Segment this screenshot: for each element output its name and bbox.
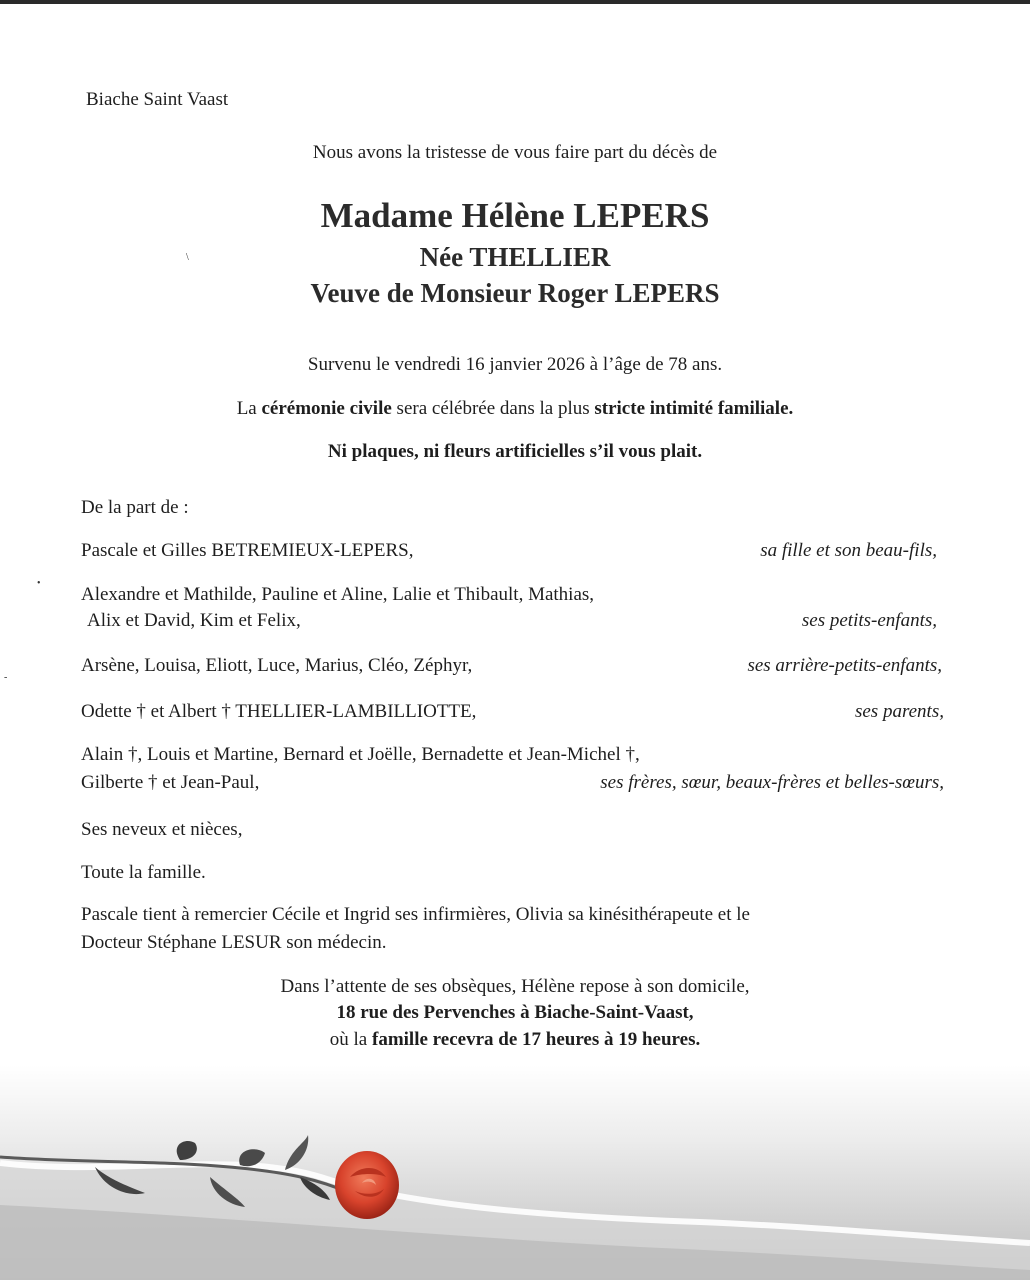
rose-beach-image — [0, 1065, 1030, 1280]
family-names: Pascale et Gilles BETREMIEUX-LEPERS, — [81, 540, 414, 561]
top-border — [0, 0, 1030, 4]
visitation-line-1: Dans l’attente de ses obsèques, Hélène repose à son domicile, — [280, 976, 750, 997]
family-relation: ses petits-enfants, — [801, 610, 937, 631]
family-relation: ses frères, sœur, beaux-frères et belles-sœurs, — [600, 772, 944, 793]
widow-line: Veuve de Monsieur Roger LEPERS — [310, 278, 720, 308]
nephews-line: Ses neveux et nièces, — [81, 819, 243, 840]
flowers-notice: Ni plaques, ni fleurs artificielles s’il vous plait. — [327, 441, 703, 462]
family-names: Gilberte † et Jean-Paul, — [81, 772, 260, 793]
family-relation: ses arrière-petits-enfants, — [747, 655, 942, 676]
scan-mark: • — [37, 578, 41, 589]
intro-text: Nous avons la tristesse de vous faire part du décès de — [312, 142, 718, 163]
ceremony-line: La cérémonie civile sera célébrée dans la plus stricte intimité familiale. — [236, 398, 794, 419]
visitation-hours: où la famille recevra de 17 heures à 19 heures. — [329, 1029, 701, 1050]
scan-mark: - — [4, 672, 8, 683]
place-name: Biache Saint Vaast — [86, 89, 229, 110]
visitation-address: 18 rue des Pervenches à Biache-Saint-Vaast, — [336, 1002, 694, 1023]
thanks-line-1: Pascale tient à remercier Cécile et Ingrid ses infirmières, Olivia sa kinésithérapeute et le — [81, 904, 750, 925]
family-names: Odette † et Albert † THELLIER-LAMBILLIOTTE, — [81, 701, 477, 722]
thanks-line-2: Docteur Stéphane LESUR son médecin. — [81, 932, 387, 953]
death-date-line: Survenu le vendredi 16 janvier 2026 à l’âge de 78 ans. — [307, 354, 723, 375]
family-names: Alix et David, Kim et Felix, — [87, 610, 301, 631]
all-family-line: Toute la famille. — [81, 862, 206, 883]
family-names: Alexandre et Mathilde, Pauline et Aline, Lalie et Thibault, Mathias, — [81, 584, 595, 605]
family-names: Arsène, Louisa, Eliott, Luce, Marius, Cléo, Zéphyr, — [81, 655, 473, 676]
from-intro: De la part de : — [81, 497, 189, 518]
scan-mark: \ — [186, 252, 189, 263]
deceased-name: Madame Hélène LEPERS — [320, 196, 710, 235]
family-names: Alain †, Louis et Martine, Bernard et Joëlle, Bernadette et Jean-Michel †, — [81, 744, 640, 765]
birth-name: Née THELLIER — [419, 242, 611, 272]
family-relation: ses parents, — [854, 701, 944, 722]
family-relation: sa fille et son beau-fils, — [760, 540, 937, 561]
